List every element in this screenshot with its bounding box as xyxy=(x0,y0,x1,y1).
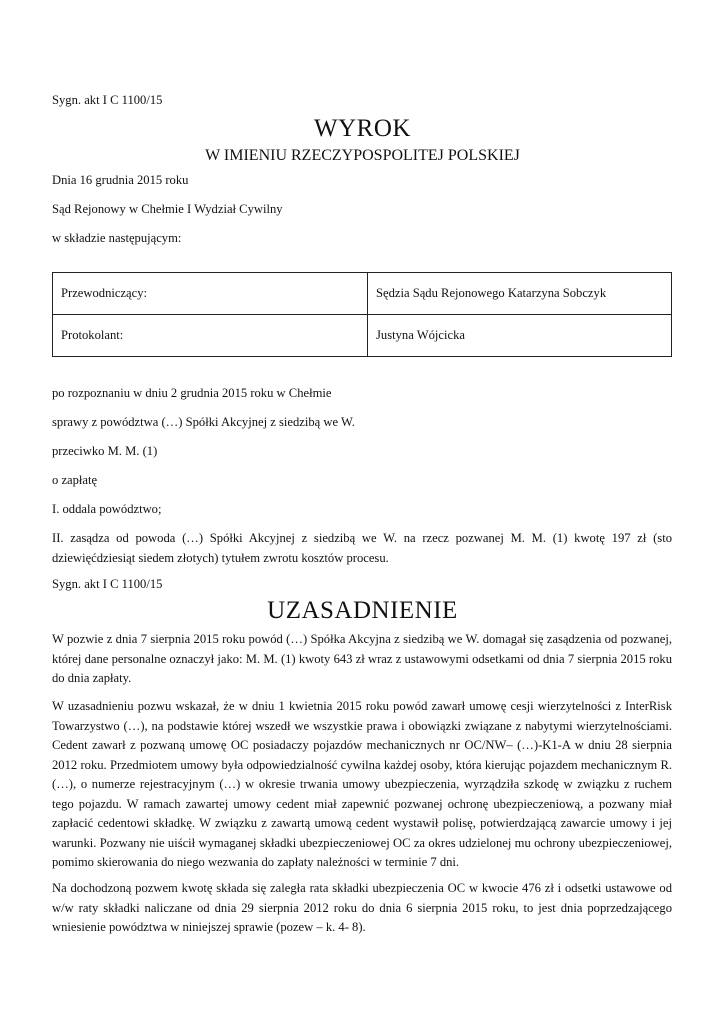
ruling-point-2: II. zasądza od powoda (…) Spółki Akcyjnej z siedzibą we W. na rzecz pozwanej M. M. (1) kwotę 197 zł (sto dziewięćdziesiąt siedem złotych) tytułem zwrotu kosztów procesu. xyxy=(52,531,672,565)
case-signature-top: Sygn. akt I C 1100/15 xyxy=(52,93,163,107)
court-name: Sąd Rejonowy w Chełmie I Wydział Cywilny xyxy=(52,202,283,216)
justification-paragraph-3: Na dochodzoną pozwem kwotę składa się zaległa rata składki ubezpieczenia OC w kwocie 476 zł i odsetki ustawowe od w/w raty składki naliczane od dnia 29 sierpnia 2012 roku do dnia 6 sierpnia 2015 roku, to jest dnia poprzedzającego wniesienie powództwa w niniejszej sprawie (pozew – k. 4- 8). xyxy=(52,881,672,934)
composition-intro: w składzie następującym: xyxy=(52,231,182,245)
subject-line: o zapłatę xyxy=(52,473,98,487)
hearing-line: po rozpoznaniu w dniu 2 grudnia 2015 roku w Chełmie xyxy=(52,386,332,400)
ruling-point-1: I. oddala powództwo; xyxy=(52,502,162,516)
composition-role: Przewodniczący: xyxy=(53,273,368,315)
table-row xyxy=(53,273,672,315)
case-line: sprawy z powództwa (…) Spółki Akcyjnej z siedzibą we W. xyxy=(52,415,355,429)
composition-person: Sędzia Sądu Rejonowego Katarzyna Sobczyk xyxy=(368,273,672,315)
judgment-title: WYROK xyxy=(314,115,411,142)
composition-person: Justyna Wójcicka xyxy=(368,315,672,357)
composition-table xyxy=(52,272,672,357)
case-signature-bottom: Sygn. akt I C 1100/15 xyxy=(52,577,163,591)
table-row xyxy=(53,315,672,357)
justification-paragraph-1: W pozwie z dnia 7 sierpnia 2015 roku powód (…) Spółka Akcyjna z siedzibą we W. domagał się zasądzenia od pozwanej, której dane personalne oznaczył jako: M. M. (1) kwoty 643 zł wraz z ustawowymi odsetkami od dnia 7 sierpnia 2015 roku do dnia zapłaty. xyxy=(52,632,672,685)
composition-role: Protokolant: xyxy=(53,315,368,357)
justification-title: UZASADNIENIE xyxy=(267,597,458,624)
judgment-date: Dnia 16 grudnia 2015 roku xyxy=(52,173,189,187)
against-line: przeciwko M. M. (1) xyxy=(52,444,158,458)
justification-paragraph-2: W uzasadnieniu pozwu wskazał, że w dniu 1 kwietnia 2015 roku powód zawarł umowę cesji wierzytelności z InterRisk Towarzystwo (…), na podstawie której wszedł we wszystkie prawa i obowiązki związane z nabytymi wierzytelnościami. Cedent zawarł z pozwaną umowę OC posiadaczy pojazdów mechanicznych nr OC/NW– (…)-K1-A w dniu 28 sierpnia 2012 roku. Przedmiotem umowy była odpowiedzialność cywilna każdej osoby, która kierując pojazdem mechanicznym R. (…), o numerze rejestracyjnym (…) w okresie trwania umowy ubezpieczenia, wyrządziła szkodę w związku z ruchem tego pojazdu. W ramach zawartej umowy cedent miał zapewnić pozwanej ochronę ubezpieczeniową, a pozwany miał zapłacić cedentowi składkę. W związku z zawartą umową cedent wystawił polisę, potwierdzającą zawarcie umowy i jej warunki. Pozwany nie uiścił wymaganej składki ubezpieczeniowej OC za okres udzielonej mu ochrony ubezpieczeniowej, pomimo skierowania do niego wezwania do zapłaty należności w terminie 7 dni. xyxy=(52,699,672,869)
judgment-subtitle: W IMIENIU RZECZYPOSPOLITEJ POLSKIEJ xyxy=(205,147,520,164)
